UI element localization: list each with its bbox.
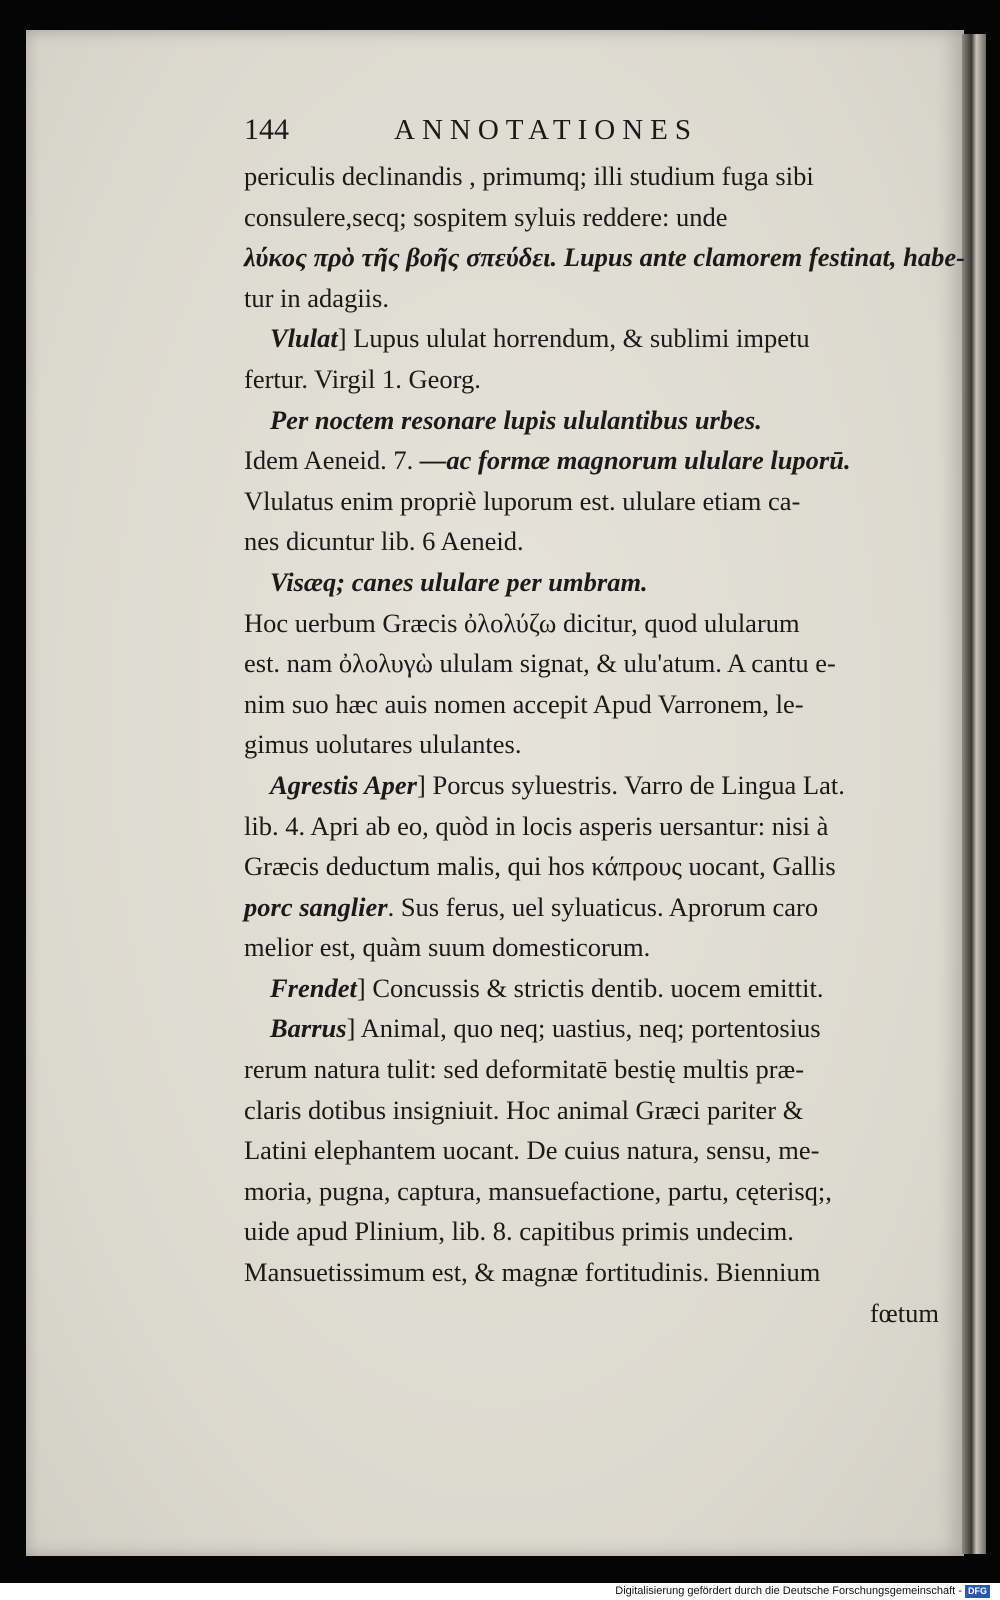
text-line: moria, pugna, captura, mansuefactione, partu, cęterisq;,: [244, 1175, 832, 1206]
running-title: ANNOTATIONES: [394, 114, 698, 146]
text-line: nim suo hæc auis nomen accepit Apud Varronem, le-: [244, 688, 804, 719]
text-line: claris dotibus insigniuit. Hoc animal Græci pariter &: [244, 1094, 804, 1125]
text-line: est. nam ὀλολυγὼ ululam signat, & ulu'atum. A cantu e-: [244, 648, 836, 679]
text-line: Mansuetissimum est, & magnæ fortitudinis. Biennium: [244, 1257, 821, 1288]
lemma-barrus: Barrus: [270, 1013, 347, 1044]
page-header: [244, 110, 939, 154]
text-line: periculis declinandis , primumq; illi studium fuga sibi: [244, 161, 814, 191]
dfg-logo-icon: DFG: [965, 1585, 990, 1598]
verse-quote: Per noctem resonare lupis ululantibus urbes.: [270, 404, 762, 435]
lemma-line: Vlulat] Lupus ululat horrendum, & sublimi impetu: [270, 323, 810, 354]
lemma-frendet: Frendet: [270, 972, 357, 1003]
text-line: Græcis deductum malis, qui hos κάπρους uocant, Gallis: [244, 851, 836, 882]
lemma-ululat: Vlulat: [270, 323, 338, 354]
text-line: gimus uolutares ululantes.: [244, 729, 522, 760]
text-line: tur in adagiis.: [244, 282, 389, 313]
text-line: uide apud Plinium, lib. 8. capitibus primis undecim.: [244, 1216, 794, 1247]
catchword: fœtum: [869, 1297, 939, 1328]
lemma-line: Frendet] Concussis & strictis dentib. uocem emittit.: [270, 972, 824, 1003]
text-line: consulere,secq; sospitem syluis reddere: unde: [244, 201, 728, 232]
lemma-line: Agrestis Aper] Porcus syluestris. Varro de Lingua Lat.: [270, 769, 845, 800]
text-line: Hoc uerbum Græcis ὀλολύζω dicitur, quod ulularum: [244, 607, 800, 638]
text-line: rerum natura tulit: sed deformitatē bestię multis præ-: [244, 1054, 805, 1085]
text-line: lib. 4. Apri ab eo, quòd in locis asperis uersantur: nisi à: [244, 810, 829, 841]
page-number: 144: [244, 113, 289, 146]
digitization-footer: [0, 1583, 1000, 1600]
text-line: Latini elephantem uocant. De cuius natura, sensu, me-: [244, 1135, 820, 1166]
lemma-agrestis-aper: Agrestis Aper: [270, 769, 417, 800]
page-edge: [962, 34, 986, 1554]
text-line: melior est, quàm suum domesticorum.: [244, 932, 651, 963]
gallic-term: porc sanglier: [244, 891, 388, 922]
page-text: [244, 110, 965, 1333]
text-line: Vlulatus enim propriè luporum est. ululare etiam ca-: [244, 485, 801, 516]
text-line: λύκος πρὸ τῆς βοῆς σπεύδει. Lupus ante clamorem festinat, habe-: [244, 242, 965, 273]
verse-quote: Visæq; canes ululare per umbram.: [270, 566, 648, 597]
footer-credit-text: Digitalisierung gefördert durch die Deutsche Forschungsgemeinschaft - DFG: [615, 1585, 1000, 1597]
text-line: fertur. Virgil 1. Georg.: [244, 363, 481, 394]
text-line: nes dicuntur lib. 6 Aeneid.: [244, 526, 524, 557]
lemma-line: Barrus] Animal, quo neq; uastius, neq; portentosius: [270, 1013, 821, 1044]
text-line: porc sanglier. Sus ferus, uel syluaticus. Aprorum caro: [244, 891, 819, 922]
text-line: Idem Aeneid. 7. —ac formæ magnorum ululare luporū.: [244, 445, 851, 476]
